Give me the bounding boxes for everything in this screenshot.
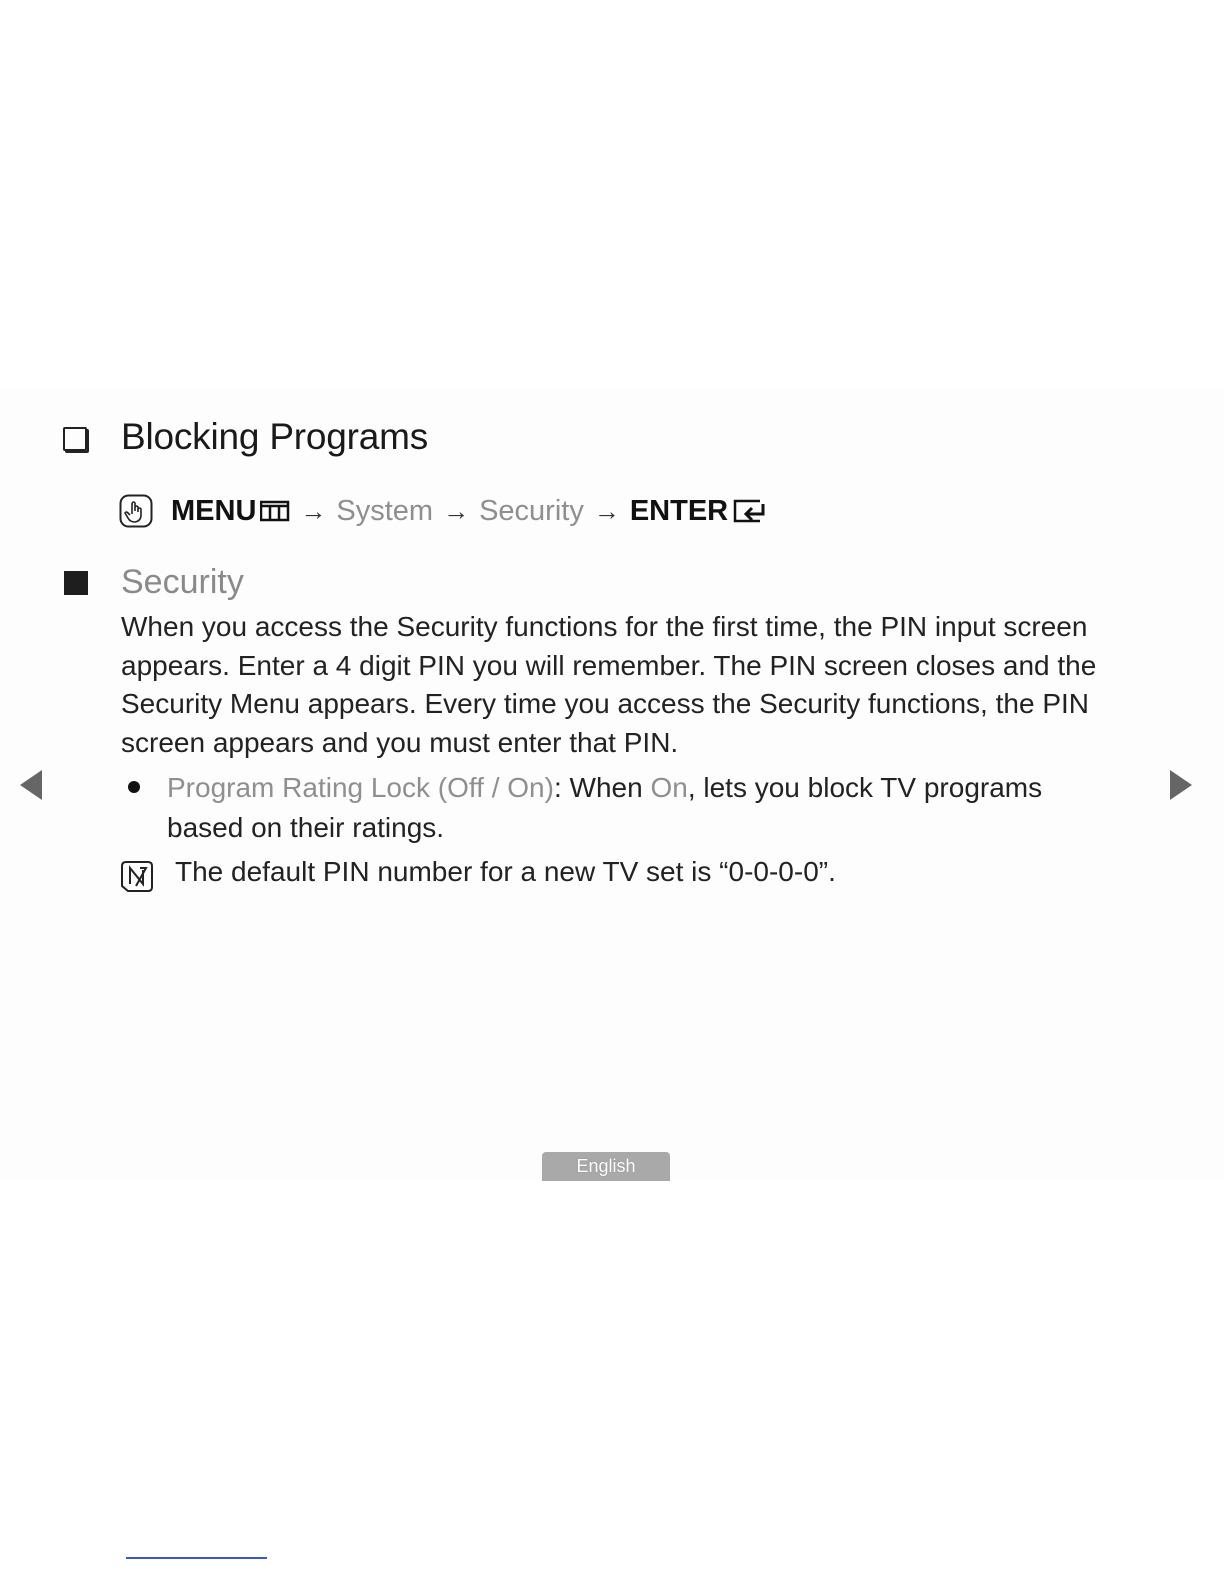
option-on-value: On — [650, 772, 688, 803]
path-arrow: → — [300, 495, 327, 526]
option-description: , lets you block TV programs based on their ratings. — [167, 772, 1043, 843]
path-arrow: → — [593, 495, 620, 526]
language-badge: English — [542, 1152, 670, 1181]
hand-icon — [119, 494, 153, 528]
enter-key-icon — [732, 498, 768, 524]
program-rating-lock-item — [167, 768, 1107, 848]
menu-path — [119, 491, 768, 531]
path-security: Security — [479, 494, 584, 527]
next-page-icon[interactable] — [1168, 769, 1194, 806]
checkbox-icon — [63, 427, 87, 451]
security-description: When you access the Security functions for the first time, the PIN input screen appears. Enter a 4 digit PIN you will remember. The PIN screen closes and the Security Menu appears. Every time you access the Security functions, the PIN screen appears and you must enter that PIN. — [121, 611, 1097, 758]
option-text: : When — [553, 772, 651, 803]
section-title: Blocking Programs — [121, 416, 429, 457]
note-text: The default PIN number for a new TV set is “0-0-0-0”. — [175, 856, 836, 887]
enter-label: ENTER — [629, 494, 729, 527]
option-label: Program Rating Lock (Off / On) — [167, 772, 554, 803]
square-bullet-icon — [64, 571, 88, 595]
divider-line — [126, 1557, 267, 1559]
path-arrow: → — [443, 495, 470, 526]
subsection-title: Security — [121, 563, 244, 601]
path-system: System — [336, 494, 434, 527]
menu-key-icon — [260, 500, 290, 522]
menu-label: MENU — [171, 494, 257, 527]
note-icon — [119, 860, 155, 899]
bullet-dot-icon — [128, 781, 140, 793]
prev-page-icon[interactable] — [18, 769, 44, 806]
